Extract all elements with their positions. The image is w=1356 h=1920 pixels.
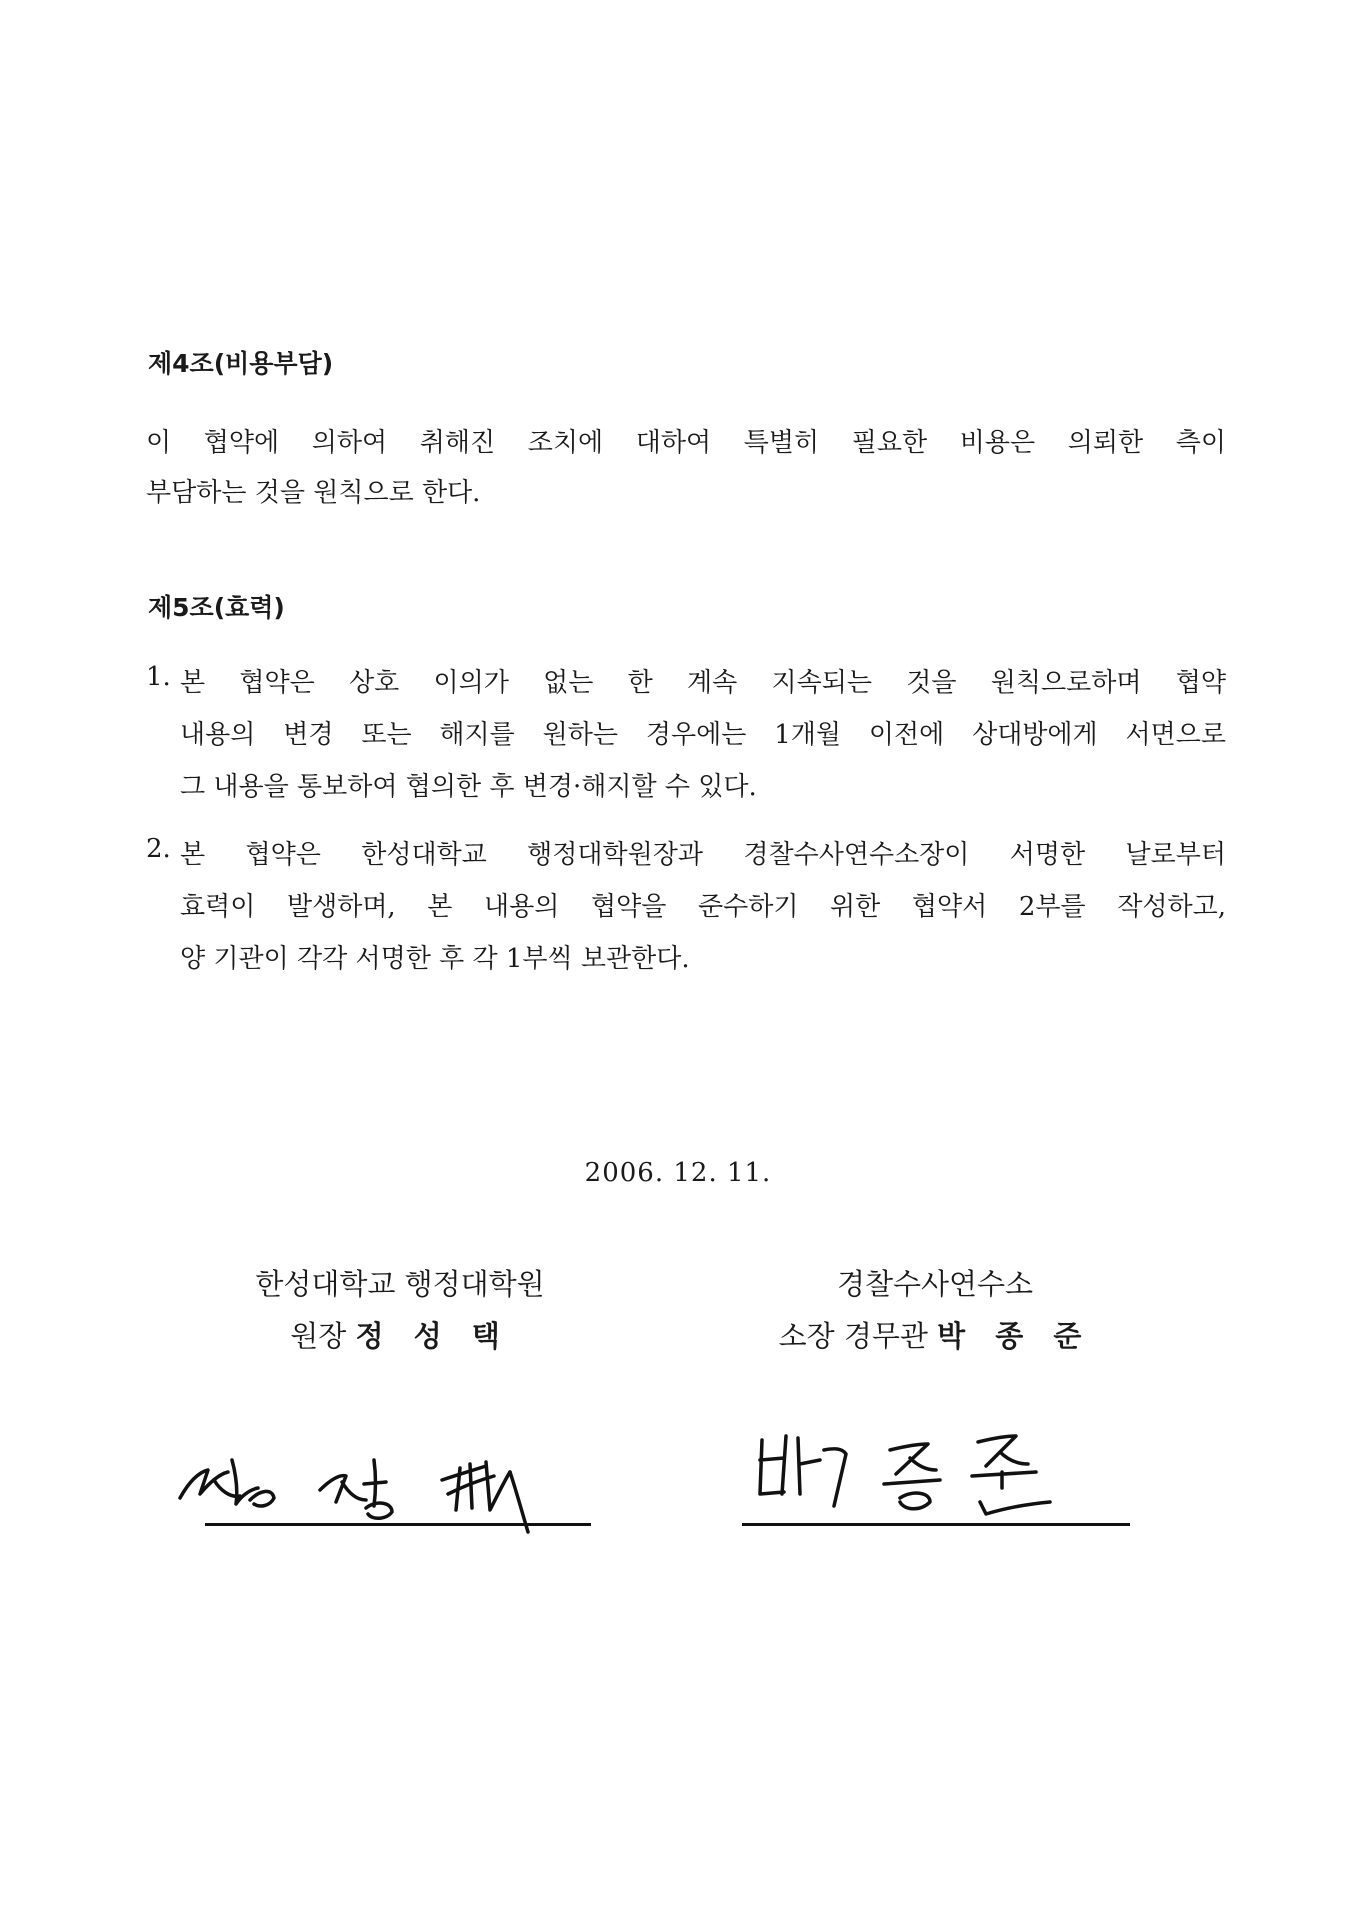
article5-heading: 제5조(효력) [148, 593, 285, 622]
signatory-title-line [735, 1314, 1135, 1355]
signatory-right [735, 1262, 1135, 1355]
item-line: 본 협약은 한성대학교 행정대학원장과 경찰수사연수소장이 서명한 날로부터 [180, 840, 1226, 870]
item-line: 양 기관이 각각 서명한 후 각 1부씩 보관한다. [180, 944, 690, 974]
signatory-organization: 경찰수사연수소 [836, 1267, 1034, 1301]
signatory-title: 원장 [290, 1319, 347, 1353]
signatory-title-line [190, 1314, 610, 1355]
item-line: 내용의 변경 또는 해지를 원하는 경우에는 1개월 이전에 상대방에게 서면으로 [180, 720, 1226, 750]
item-line: 그 내용을 통보하여 협의한 후 변경·해지할 수 있다. [180, 772, 757, 802]
article4-body [146, 418, 1226, 518]
signing-date: 2006. 12. 11. [584, 1158, 772, 1188]
article4-line-2: 부담하는 것을 원칙으로 한다. [146, 478, 481, 508]
signatory-title: 소장 경무관 [778, 1319, 928, 1353]
item-line: 본 협약은 상호 이의가 없는 한 계속 지속되는 것을 원칙으로하며 협약 [180, 668, 1226, 698]
signature-line-right [742, 1523, 1130, 1526]
signatory-name: 박 종 준 [937, 1319, 1092, 1353]
signatory-left [190, 1262, 610, 1355]
item-line: 효력이 발생하며, 본 내용의 협약을 준수하기 위한 협약서 2부를 작성하고, [180, 892, 1226, 922]
article4-line-1: 이 협약에 의하여 취해진 조치에 대하여 특별히 필요한 비용은 의뢰한 측이 [146, 428, 1226, 458]
article4-heading: 제4조(비용부담) [148, 349, 334, 378]
signature-line-left [205, 1523, 591, 1526]
signatory-name: 정 성 택 [355, 1319, 510, 1353]
signature-right [740, 1410, 1120, 1530]
signature-left [170, 1420, 610, 1540]
item-number: 1. [146, 662, 171, 692]
signatory-organization: 한성대학교 행정대학원 [255, 1267, 545, 1301]
item-number: 2. [146, 834, 171, 864]
